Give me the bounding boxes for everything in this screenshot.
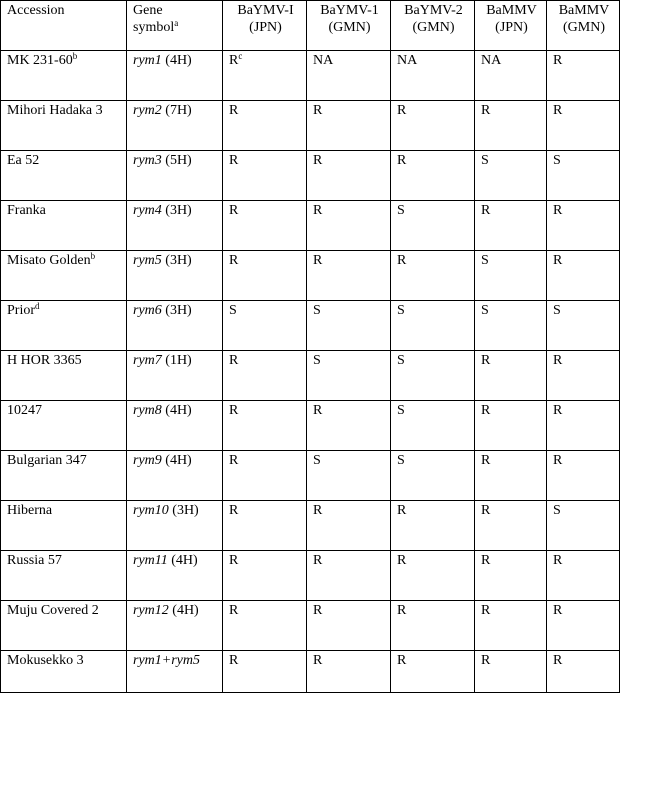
reaction-cell: [223, 551, 307, 601]
reaction-cell: [223, 251, 307, 301]
gene-symbol: rym11: [133, 553, 168, 568]
reaction-cell: [307, 201, 391, 251]
gene-symbol-cell: [127, 201, 223, 251]
reaction-value: NA: [481, 53, 502, 68]
accession-cell: [1, 551, 127, 601]
table-row: [1, 601, 620, 651]
reaction-cell: [307, 301, 391, 351]
gene-symbol-cell: [127, 551, 223, 601]
reaction-value: S: [481, 303, 489, 318]
reaction-cell: [547, 151, 620, 201]
gene-symbol: rym7: [133, 353, 162, 368]
reaction-value: R: [397, 653, 407, 668]
reaction-value: R: [553, 353, 563, 368]
reaction-cell: [223, 151, 307, 201]
reaction-value: R: [229, 553, 239, 568]
reaction-value: R: [481, 403, 491, 418]
reaction-cell: [223, 451, 307, 501]
reaction-value: R: [229, 353, 239, 368]
reaction-value: R: [229, 453, 239, 468]
reaction-cell: [475, 251, 547, 301]
reaction-value: S: [397, 453, 405, 468]
reaction-value: S: [553, 153, 561, 168]
reaction-cell: [223, 101, 307, 151]
header-virus-5: BaMMV (GMN): [547, 1, 620, 51]
reaction-cell: [547, 51, 620, 101]
gene-chromosome: (4H): [165, 453, 192, 468]
gene-symbol: rym9: [133, 453, 162, 468]
table-row: [1, 651, 620, 693]
reaction-cell: [223, 401, 307, 451]
reaction-value: R: [397, 253, 407, 268]
reaction-cell: [391, 151, 475, 201]
reaction-cell: [391, 601, 475, 651]
table-row: [1, 101, 620, 151]
accession-footnote: b: [72, 51, 78, 61]
reaction-cell: [391, 251, 475, 301]
accession-name: H HOR 3365: [7, 353, 82, 368]
reaction-cell: [547, 101, 620, 151]
reaction-cell: [307, 401, 391, 451]
gene-symbol-cell: [127, 651, 223, 693]
gene-symbol: rym12: [133, 603, 169, 618]
reaction-cell: [391, 101, 475, 151]
table-row: [1, 51, 620, 101]
reaction-value: NA: [313, 53, 334, 68]
reaction-cell: [391, 451, 475, 501]
reaction-value: R: [553, 253, 563, 268]
reaction-value: R: [229, 203, 239, 218]
reaction-cell: [223, 501, 307, 551]
accession-cell: [1, 351, 127, 401]
reaction-cell: [475, 551, 547, 601]
reaction-cell: [475, 651, 547, 693]
reaction-cell: [223, 351, 307, 401]
table-row: [1, 151, 620, 201]
reaction-cell: [307, 451, 391, 501]
reaction-cell: [307, 551, 391, 601]
reaction-cell: [223, 201, 307, 251]
gene-chromosome: (4H): [165, 403, 192, 418]
header-row: [1, 1, 620, 51]
gene-symbol: rym4: [133, 203, 162, 218]
reaction-value: R: [313, 203, 323, 218]
accession-cell: [1, 51, 127, 101]
reaction-cell: [475, 301, 547, 351]
reaction-value: R: [553, 53, 563, 68]
reaction-value: R: [229, 653, 239, 668]
accession-cell: [1, 101, 127, 151]
table-row: [1, 301, 620, 351]
reaction-cell: [475, 151, 547, 201]
reaction-footnote: c: [238, 51, 243, 61]
reaction-value: R: [229, 403, 239, 418]
accession-name: Misato Golden: [7, 253, 91, 268]
reaction-value: S: [397, 303, 405, 318]
reaction-cell: [223, 601, 307, 651]
accession-name: Franka: [7, 203, 46, 218]
reaction-value: S: [397, 353, 405, 368]
accession-cell: [1, 501, 127, 551]
reaction-cell: [223, 651, 307, 693]
reaction-cell: [547, 451, 620, 501]
table-row: [1, 351, 620, 401]
reaction-value: R: [553, 553, 563, 568]
reaction-cell: [307, 501, 391, 551]
accession-name: Bulgarian 347: [7, 453, 87, 468]
accession-name: Prior: [7, 303, 35, 318]
gene-symbol-cell: [127, 101, 223, 151]
reaction-cell: [307, 51, 391, 101]
reaction-cell: [223, 51, 307, 101]
gene-symbol-combined: +rym5: [161, 653, 201, 668]
reaction-value: S: [481, 253, 489, 268]
reaction-cell: [547, 551, 620, 601]
gene-chromosome: (5H): [165, 153, 192, 168]
reaction-value: R: [481, 653, 491, 668]
reaction-value: R: [313, 253, 323, 268]
reaction-value: R: [229, 103, 239, 118]
reaction-value: R: [229, 153, 239, 168]
gene-chromosome: (7H): [165, 103, 192, 118]
accession-name: Muju Covered 2: [7, 603, 99, 618]
reaction-cell: [547, 201, 620, 251]
reaction-value: R: [553, 103, 563, 118]
gene-chromosome: (4H): [165, 53, 192, 68]
reaction-value: R: [313, 153, 323, 168]
reaction-value: S: [397, 403, 405, 418]
gene-symbol: rym10: [133, 503, 169, 518]
reaction-cell: [547, 351, 620, 401]
header-virus-2: BaYMV-1 (GMN): [307, 1, 391, 51]
header-virus-4: BaMMV (JPN): [475, 1, 547, 51]
reaction-value: R: [553, 203, 563, 218]
reaction-value: S: [313, 453, 321, 468]
gene-symbol: rym3: [133, 153, 162, 168]
reaction-cell: [475, 601, 547, 651]
reaction-value: R: [481, 103, 491, 118]
reaction-value: R: [553, 653, 563, 668]
accession-cell: [1, 251, 127, 301]
reaction-value: S: [229, 303, 237, 318]
reaction-value: R: [229, 503, 239, 518]
reaction-value: R: [481, 203, 491, 218]
reaction-cell: [307, 351, 391, 401]
accession-footnote: b: [90, 251, 96, 261]
table-row: [1, 551, 620, 601]
header-virus-1: BaYMV-I (JPN): [223, 1, 307, 51]
gene-symbol-cell: [127, 51, 223, 101]
reaction-value: NA: [397, 53, 418, 68]
accession-name: Hiberna: [7, 503, 53, 518]
reaction-cell: [475, 501, 547, 551]
reaction-cell: [391, 51, 475, 101]
header-gene-symbol: Gene symbol$^a$: [127, 1, 223, 51]
reaction-cell: [307, 101, 391, 151]
reaction-cell: [475, 401, 547, 451]
reaction-cell: [475, 101, 547, 151]
accession-cell: [1, 151, 127, 201]
table-row: [1, 251, 620, 301]
reaction-cell: [307, 651, 391, 693]
reaction-value: R: [229, 253, 239, 268]
reaction-value: R: [313, 503, 323, 518]
table-body: [1, 51, 620, 693]
gene-symbol-cell: [127, 501, 223, 551]
reaction-cell: [475, 451, 547, 501]
reaction-cell: [391, 351, 475, 401]
gene-chromosome: (3H): [165, 303, 192, 318]
accession-cell: [1, 401, 127, 451]
reaction-cell: [475, 51, 547, 101]
accession-name: Russia 57: [7, 553, 62, 568]
reaction-value: R: [397, 153, 407, 168]
gene-symbol-cell: [127, 451, 223, 501]
reaction-value: R: [313, 653, 323, 668]
reaction-cell: [391, 201, 475, 251]
accession-cell: [1, 651, 127, 693]
gene-symbol-cell: [127, 151, 223, 201]
reaction-value: S: [397, 203, 405, 218]
table-row: [1, 501, 620, 551]
reaction-value: R: [313, 553, 323, 568]
reaction-cell: [391, 651, 475, 693]
gene-chromosome: (3H): [165, 203, 192, 218]
header-accession: Accession: [1, 1, 127, 51]
gene-chromosome: (4H): [171, 553, 198, 568]
gene-symbol: rym2: [133, 103, 162, 118]
gene-symbol-cell: [127, 301, 223, 351]
accession-cell: [1, 451, 127, 501]
gene-symbol-cell: [127, 251, 223, 301]
accession-cell: [1, 201, 127, 251]
reaction-value: S: [553, 303, 561, 318]
gene-symbol: rym1: [133, 653, 162, 668]
reaction-value: S: [481, 153, 489, 168]
accession-cell: [1, 301, 127, 351]
reaction-cell: [547, 601, 620, 651]
gene-symbol-cell: [127, 601, 223, 651]
reaction-cell: [307, 251, 391, 301]
accession-name: Mihori Hadaka 3: [7, 103, 103, 118]
accession-name: 10247: [7, 403, 42, 418]
reaction-value: R: [481, 603, 491, 618]
accession-name: Ea 52: [7, 153, 40, 168]
table-row: [1, 201, 620, 251]
table-row: [1, 451, 620, 501]
reaction-value: R: [229, 53, 239, 68]
reaction-value: S: [553, 503, 561, 518]
reaction-cell: [547, 651, 620, 693]
gene-symbol-cell: [127, 351, 223, 401]
reaction-value: R: [397, 503, 407, 518]
reaction-cell: [547, 501, 620, 551]
gene-symbol: rym5: [133, 253, 162, 268]
accession-cell: [1, 601, 127, 651]
reaction-value: R: [313, 403, 323, 418]
reaction-value: R: [397, 603, 407, 618]
reaction-value: R: [553, 603, 563, 618]
reaction-value: R: [313, 603, 323, 618]
gene-chromosome: (1H): [165, 353, 192, 368]
gene-symbol: rym6: [133, 303, 162, 318]
reaction-value: R: [553, 403, 563, 418]
reaction-cell: [391, 551, 475, 601]
reaction-value: R: [481, 503, 491, 518]
reaction-value: S: [313, 303, 321, 318]
gene-symbol: rym8: [133, 403, 162, 418]
gene-symbol: rym1: [133, 53, 162, 68]
reaction-value: R: [481, 453, 491, 468]
reaction-value: R: [553, 453, 563, 468]
reaction-cell: [307, 151, 391, 201]
reaction-value: R: [397, 103, 407, 118]
header-virus-3: BaYMV-2 (GMN): [391, 1, 475, 51]
gene-symbol-cell: [127, 401, 223, 451]
reaction-value: R: [229, 603, 239, 618]
reaction-cell: [547, 301, 620, 351]
reaction-value: S: [313, 353, 321, 368]
reaction-cell: [475, 351, 547, 401]
reaction-value: R: [313, 103, 323, 118]
accession-name: Mokusekko 3: [7, 653, 84, 668]
gene-chromosome: (3H): [165, 253, 192, 268]
reaction-cell: [547, 401, 620, 451]
reaction-cell: [391, 401, 475, 451]
reaction-value: R: [397, 553, 407, 568]
reaction-cell: [223, 301, 307, 351]
reaction-cell: [307, 601, 391, 651]
accession-footnote: d: [35, 301, 40, 311]
accession-name: MK 231-60: [7, 53, 73, 68]
reaction-value: R: [481, 553, 491, 568]
gene-chromosome: (4H): [172, 603, 199, 618]
reaction-cell: [475, 201, 547, 251]
table-row: [1, 401, 620, 451]
reaction-cell: [391, 501, 475, 551]
gene-chromosome: (3H): [172, 503, 199, 518]
reaction-cell: [547, 251, 620, 301]
reaction-cell: [391, 301, 475, 351]
reaction-value: R: [481, 353, 491, 368]
